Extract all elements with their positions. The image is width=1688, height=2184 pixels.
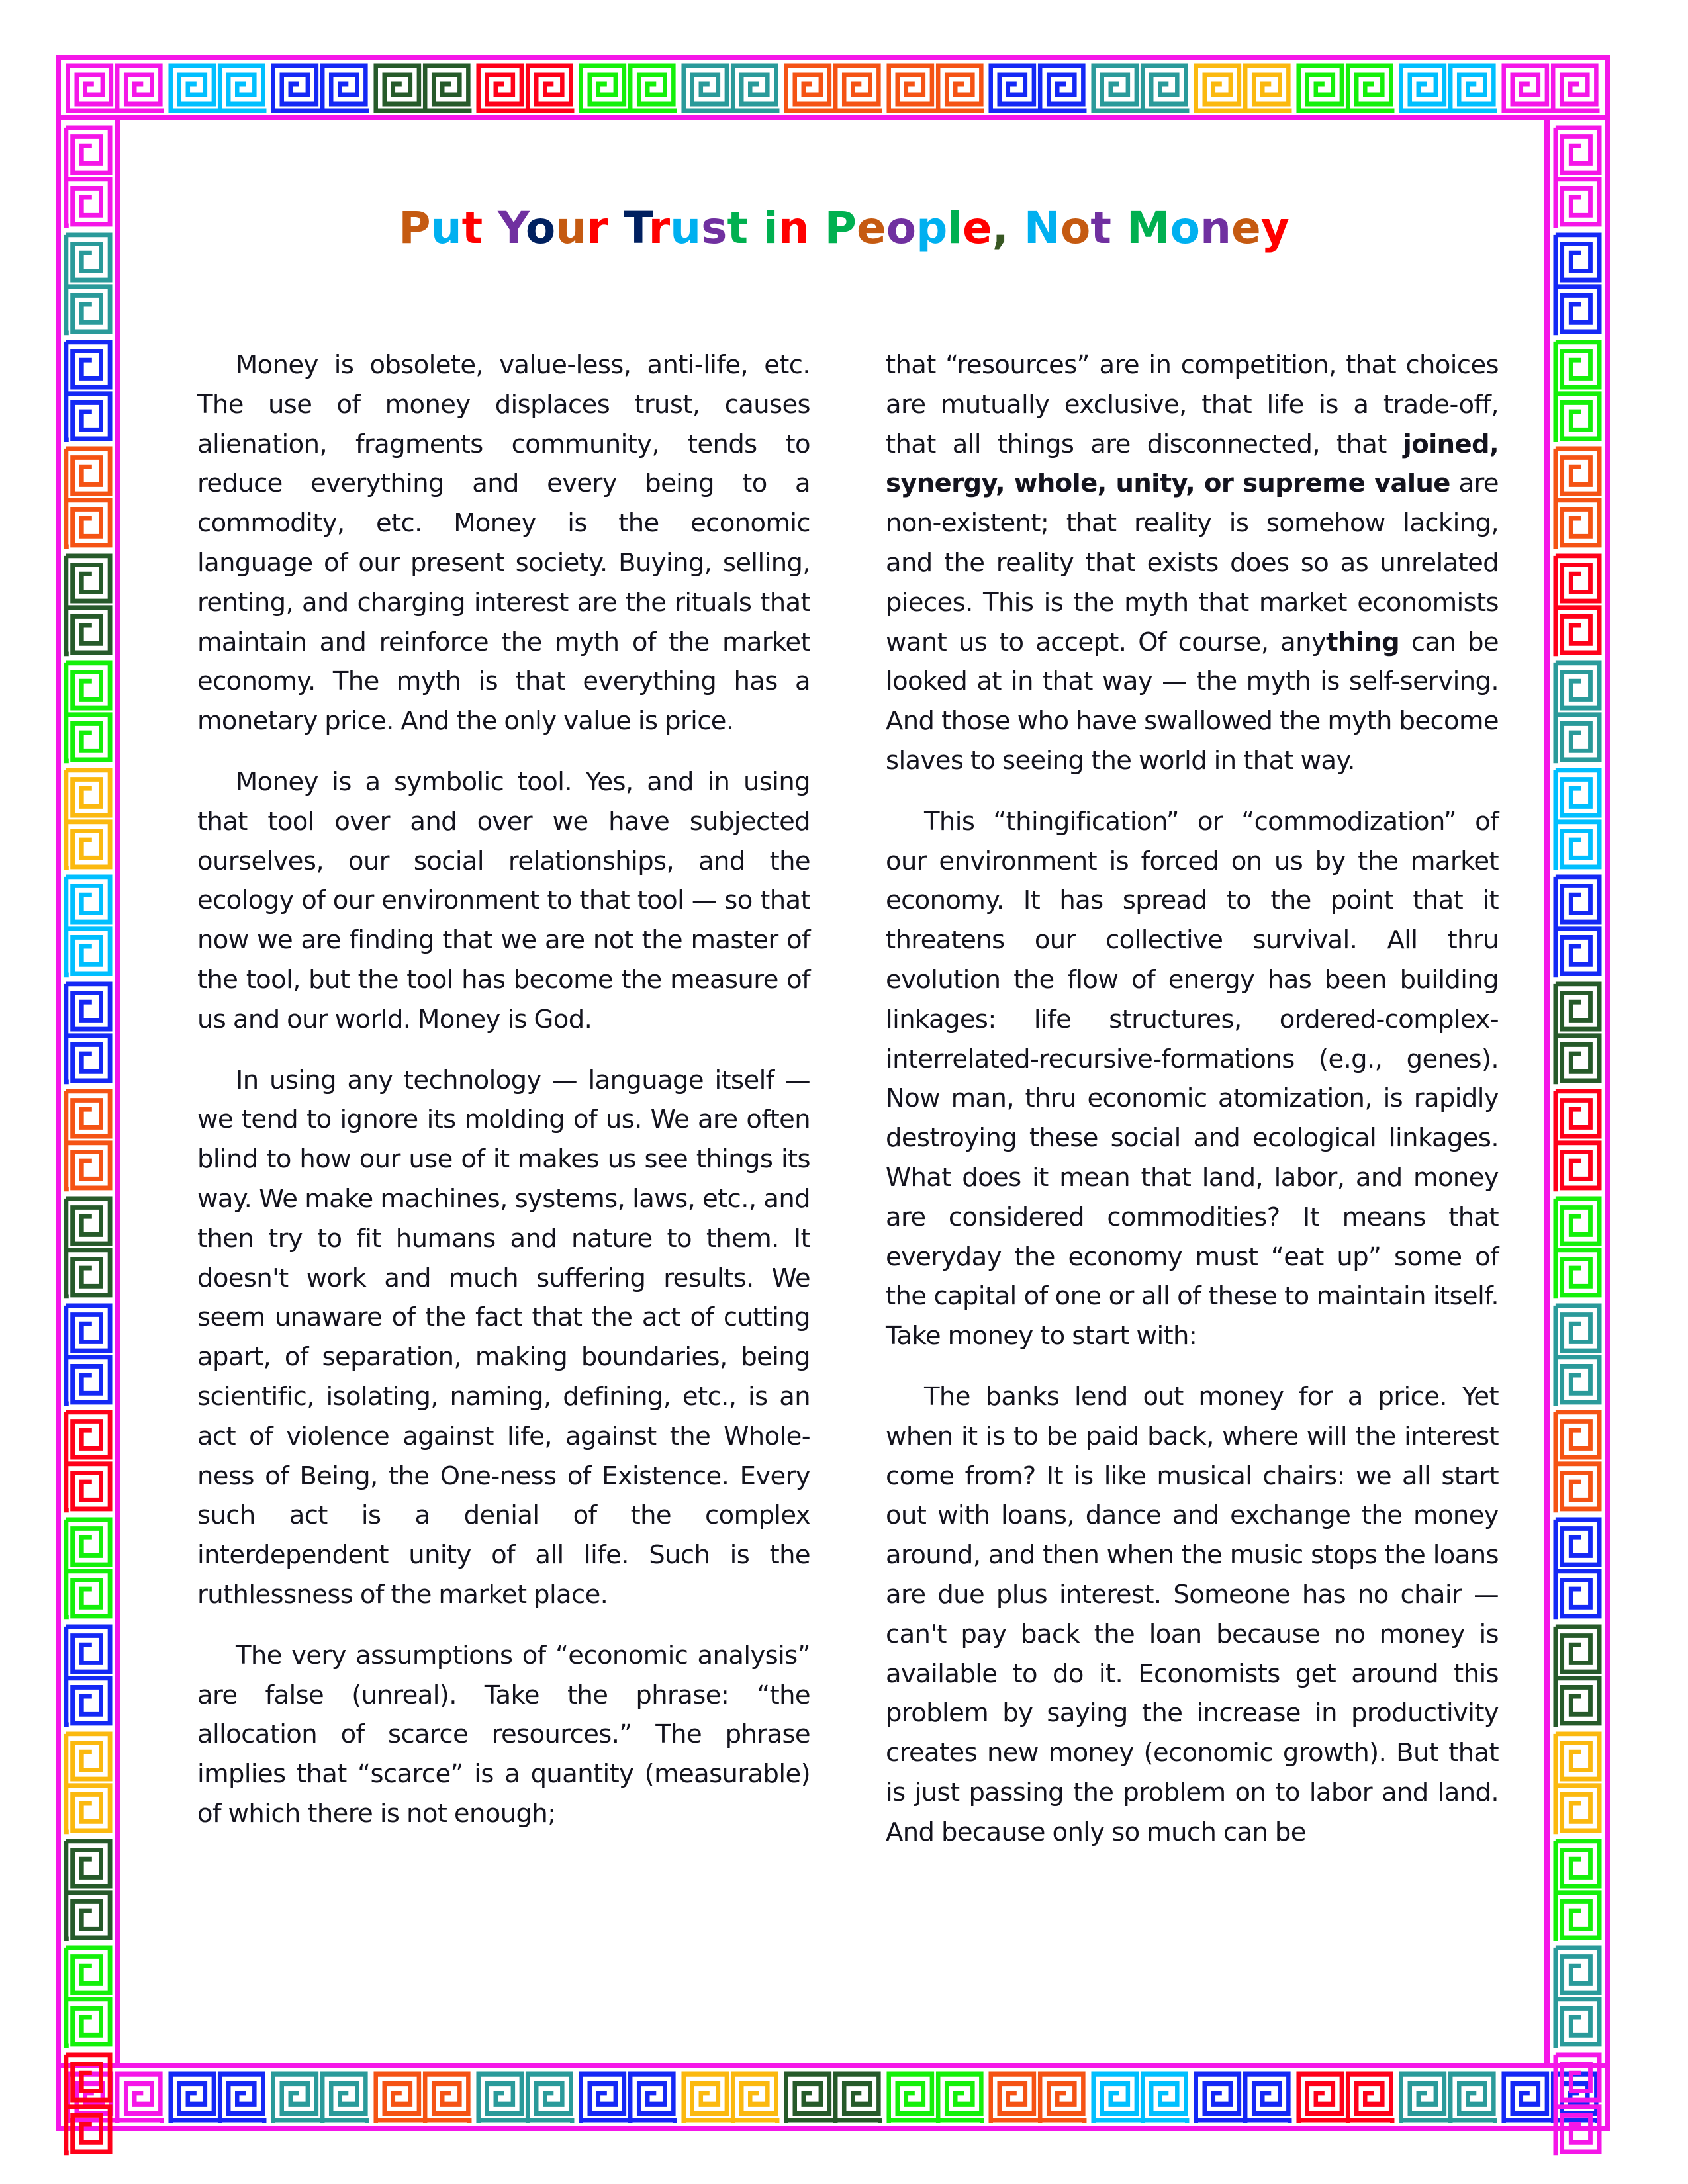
greek-key-segment-right xyxy=(1553,768,1602,871)
paragraph: In using any technology — language itself — we tend to ignore its molding of us. We are often blind to how our use of it makes us see things its way. We make machines, systems, laws, etc., and then try to fit humans and nature to them. It doesn't work and much suffering results. We seem unaware of the fact that the act of cutting apart, of separation, making boundaries, being scientific, isolating, naming, defining, etc., is an act of violence against life, against the Whole-ness of Being, the One-ness of Existence. Every such act is a denial of the complex interdependent unity of all life. Such is the ruthlessness of the market place. xyxy=(197,1065,810,1610)
greek-key-segment-top xyxy=(168,63,267,113)
border-left-strip xyxy=(64,123,113,2060)
title-letter: t xyxy=(727,203,748,253)
title-letter: T xyxy=(623,203,649,253)
border-inner-left-line xyxy=(115,120,120,2063)
greek-key-segment-left xyxy=(64,553,113,657)
title-letter: o xyxy=(1170,203,1200,253)
greek-key-segment-right xyxy=(1553,874,1602,978)
title-letter: l xyxy=(947,203,962,253)
paragraph: This “thingification” or “commodization” of our environment is forced on us by the market economy. It has spread to the point that it threatens our collective survival. All thru evolution the flow of energy has been building linkages: life structures, ordered-complex-interrelated-recursive-formations (e.g., genes). Now man, thru economic atomization, is rapidly destroying these social and ecological linkages. What does it mean that land, labor, and money are considered commodities? It means that everyday the economy must “eat up” some of the capital of one or all of these to maintain itself. Take money to start with: xyxy=(886,806,1499,1351)
greek-key-segment-left xyxy=(64,1196,113,1299)
title-letter: , xyxy=(992,203,1009,253)
title-letter xyxy=(810,203,825,253)
greek-key-segment-right xyxy=(1553,1196,1602,1299)
greek-key-segment-left xyxy=(64,446,113,549)
greek-key-segment-left xyxy=(64,1624,113,1727)
border-right-strip xyxy=(1553,123,1602,2060)
greek-key-segment-top xyxy=(1194,63,1292,113)
greek-key-segment-left xyxy=(64,1410,113,1513)
greek-key-segment-bottom xyxy=(1194,2071,1292,2123)
greek-key-segment-bottom xyxy=(373,2071,472,2123)
greek-key-segment-bottom xyxy=(1296,2071,1395,2123)
greek-key-segment-right xyxy=(1553,340,1602,443)
paragraph: The very assumptions of “economic analysis” are false (unreal). Take the phrase: “the allocation of scarce resources.” The phrase implies that “scarce” is a quantity (measurable) of which there is not enough; xyxy=(197,1640,810,1829)
title-letter: i xyxy=(763,203,778,253)
right-column xyxy=(886,345,1499,1873)
greek-key-segment-bottom xyxy=(271,2071,369,2123)
title-letter: s xyxy=(701,203,727,253)
title-letter xyxy=(483,203,498,253)
border-inner-bottom-line xyxy=(61,2063,1605,2068)
greek-key-segment-right xyxy=(1553,1517,1602,1620)
greek-key-segment-top xyxy=(886,63,985,113)
border-outer-bottom-line xyxy=(56,2126,1610,2131)
greek-key-segment-top xyxy=(1091,63,1190,113)
greek-key-segment-left xyxy=(64,874,113,978)
paragraph: Money is a symbolic tool. Yes, and in using that tool over and over we have subjected ourselves, our social relationships, and the ecology of our environment to that tool — so that now we are finding that we are not the master of the tool, but the tool has become the measure of us and our world. Money is God. xyxy=(197,766,810,1034)
title-letter: M xyxy=(1126,203,1170,253)
title-letter: P xyxy=(399,203,431,253)
page-title xyxy=(0,199,1688,258)
title-letter: n xyxy=(1199,203,1231,253)
border-inner-right-line xyxy=(1544,120,1550,2063)
title-letter: t xyxy=(461,203,483,253)
title-letter: u xyxy=(670,203,702,253)
title-letter: u xyxy=(555,203,587,253)
greek-key-segment-top xyxy=(66,63,164,113)
title-letter: o xyxy=(1060,203,1091,253)
greek-key-segment-bottom xyxy=(168,2071,267,2123)
greek-key-segment-top xyxy=(1501,63,1600,113)
greek-key-segment-right xyxy=(1553,981,1602,1085)
greek-key-segment-bottom xyxy=(1399,2071,1497,2123)
greek-key-segment-left xyxy=(64,660,113,764)
title-letter: t xyxy=(1090,203,1111,253)
greek-key-segment-bottom xyxy=(1091,2071,1190,2123)
title-letter xyxy=(748,203,763,253)
title-letter: p xyxy=(916,203,948,253)
paragraph: Money is obsolete, value-less, anti-life, etc. The use of money displaces trust, causes alienation, fragments community, tends to reduce everything and every being to a commodity, etc. Money is the economic language of our present society. Buying, selling, renting, and charging interest are the rituals that maintain and reinforce the myth of the market economy. The myth is that everything has a monetary price. And the only value is price. xyxy=(197,350,810,737)
border-outer-top-line xyxy=(56,55,1610,60)
greek-key-segment-right xyxy=(1553,446,1602,549)
greek-key-segment-top xyxy=(784,63,882,113)
greek-key-segment-bottom xyxy=(579,2071,677,2123)
title-letter: e xyxy=(856,203,886,253)
greek-key-segment-right xyxy=(1553,1731,1602,1835)
title-letter: r xyxy=(586,203,608,253)
paragraph: The banks lend out money for a price. Yet when it is to be paid back, where will the interest come from? It is like musical chairs: we all start out with loans, dance and exchange the money around, and then when the music stops the loans are due plus interest. Someone has no chair — can't pay back the loan because no money is available to do it. Economists get around this problem by saying the increase in productivity creates new money (economic growth). But that is just passing the problem on to labor and land. And because only so much can be xyxy=(886,1381,1499,1847)
greek-key-segment-top xyxy=(988,63,1087,113)
title-letter: N xyxy=(1023,203,1061,253)
title-letter: e xyxy=(962,203,992,253)
title-letter xyxy=(1111,203,1127,253)
greek-key-segment-bottom xyxy=(476,2071,575,2123)
greek-key-segment-right xyxy=(1553,1839,1602,1942)
greek-key-segment-top xyxy=(271,63,369,113)
greek-key-segment-right xyxy=(1553,2052,1602,2156)
bold-phrase: joined, synergy, whole, unity, or supreme value xyxy=(886,429,1499,499)
greek-key-segment-left xyxy=(64,1839,113,1942)
greek-key-segment-left xyxy=(64,1731,113,1835)
title-letter xyxy=(608,203,624,253)
title-letter: e xyxy=(1231,203,1261,253)
greek-key-segment-right xyxy=(1553,1089,1602,1192)
border-bottom-strip xyxy=(64,2071,1602,2123)
greek-key-segment-right xyxy=(1553,1410,1602,1513)
greek-key-segment-left xyxy=(64,2052,113,2156)
greek-key-segment-top xyxy=(1296,63,1395,113)
paragraph-continued: that “resources” are in competition, that choices are mutually exclusive, that life is a trade-off, that all things are disconnected, that joined, synergy, whole, unity, or supreme value are non-existent; that reality is somehow lacking, and the reality that exists does so as unrelated pieces. This is the myth that market economists want us to accept. Of course, anything can be looked at in that way — the myth is self-serving. And those who have swallowed the myth become slaves to seeing the world in that way. xyxy=(886,350,1499,776)
greek-key-segment-left xyxy=(64,1089,113,1192)
title-letter xyxy=(1009,203,1024,253)
greek-key-segment-top xyxy=(681,63,780,113)
title-letter: o xyxy=(886,203,917,253)
greek-key-segment-left xyxy=(64,340,113,443)
title-letter: P xyxy=(824,203,857,253)
greek-key-segment-left xyxy=(64,1945,113,2048)
greek-key-segment-left xyxy=(64,1303,113,1406)
title-letter: Y xyxy=(498,203,526,253)
border-outer-left-line xyxy=(56,55,61,2131)
title-letter: o xyxy=(525,203,556,253)
greek-key-segment-left xyxy=(64,768,113,871)
greek-key-segment-bottom xyxy=(784,2071,882,2123)
greek-key-segment-right xyxy=(1553,1303,1602,1406)
greek-key-segment-top xyxy=(1399,63,1497,113)
greek-key-segment-left xyxy=(64,981,113,1085)
left-column xyxy=(197,345,810,1855)
greek-key-segment-top xyxy=(373,63,472,113)
greek-key-segment-right xyxy=(1553,553,1602,657)
greek-key-segment-bottom xyxy=(988,2071,1087,2123)
title-letter: u xyxy=(430,203,462,253)
greek-key-segment-right xyxy=(1553,660,1602,764)
greek-key-segment-left xyxy=(64,1517,113,1620)
greek-key-segment-bottom xyxy=(681,2071,780,2123)
border-outer-right-line xyxy=(1605,55,1610,2131)
title-letter: y xyxy=(1260,203,1289,253)
border-top-strip xyxy=(64,63,1602,113)
greek-key-segment-right xyxy=(1553,1624,1602,1727)
greek-key-segment-right xyxy=(1553,1945,1602,2048)
greek-key-segment-bottom xyxy=(886,2071,985,2123)
title-letter: r xyxy=(648,203,671,253)
border-inner-top-line xyxy=(61,115,1605,120)
title-letter: n xyxy=(778,203,810,253)
greek-key-segment-top xyxy=(476,63,575,113)
greek-key-segment-top xyxy=(579,63,677,113)
bold-word: thing xyxy=(1326,627,1400,657)
